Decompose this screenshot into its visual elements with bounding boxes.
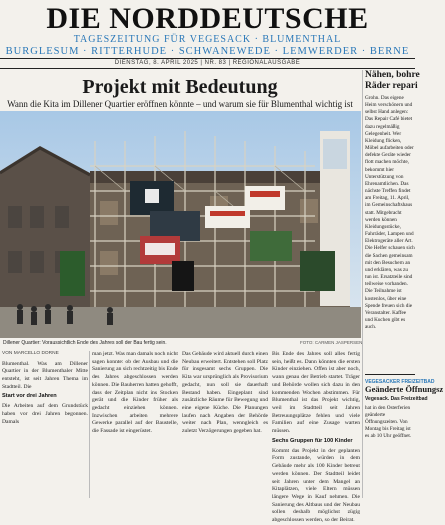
article-paragraph: Das Gebäude wird aktuell durch einen Neubau erweitert. Entstehen soll Platz für insgesamt sechs Gruppen. Die Kita war ursprünglich als Provisorium gedacht, nun soll sie dauerhaft Bestand haben. Eingeplant sind zusätzliche Räume für Bewegung und eine eigene Küche. Die Planungen laufen nach Angaben der Behörde weiter nach Plan, wenngleich es zuletzt Verzögerungen gegeben hat. (182, 351, 268, 435)
masthead-rule-top (0, 58, 415, 59)
column-divider (89, 351, 90, 498)
article-paragraph: Bis Ende des Jahres soll alles fertig sein, heißt es. Dann könnten die ersten Kinder einziehen. Offen ist aber noch, wann genau der Betrieb startet. Träger und Behörde wollen sich dazu in den kommenden Wochen abstimmen. Für Blumenthal ist das Projekt wichtig, weil im Stadtteil seit Jahren Betreuungsplätze fehlen und viele Familien auf eine Zusage warten müssen. (272, 351, 360, 435)
photo-caption: Dillener Quartier: Voraussichtlich Ende des Jahres soll der Bau fertig sein. (3, 340, 167, 346)
masthead-title: DIE NORDDEUTSCHE (46, 2, 369, 35)
sidebar-divider (362, 70, 363, 498)
article-column-4 (272, 351, 360, 525)
article-subhead: Wann die Kita im Dillener Quartier eröffnen könnte – und warum sie für Blumenthal wichtig ist (7, 99, 353, 109)
article-column-2 (92, 351, 178, 436)
sidebar-headline: Nähen, bohre Räder repari (365, 70, 420, 91)
sidebar-brief (365, 374, 444, 498)
article-column-3 (182, 351, 268, 436)
masthead-towns: BURGLESUM · RITTERHUDE · SCHWANEWEDE · LEMWERDER · BERNE (5, 46, 410, 57)
sidebar-body-2: hat in den Osterferien geänderte Öffnungszeiten. Von Montag bis Freitag ist es ab 10 Uhr geöffnet. (365, 404, 412, 440)
construction-photo-illustration (0, 111, 361, 338)
masthead-tagline: TAGESZEITUNG FÜR VEGESACK · BLUMENTHAL (73, 34, 342, 45)
sidebar-brief-rule (365, 374, 415, 375)
article-intertitle: Sechs Gruppen für 100 Kinder (272, 437, 353, 444)
construction-photo (0, 111, 361, 338)
photo-credit: FOTO: CARMEN JASPERSEN (300, 340, 363, 345)
article-paragraph: Kommt das Projekt in der geplanten Form zustande, würden in dem Gebäude mehr als 100 Kinder betreut werden können. Der Stadtteil leidet seit Jahren unter dem Mangel an Kitaplätzen, viele Eltern müssen längere Wege in Kauf nehmen. Die Sanierung des Altbaus und der Neubau sollen deshalb möglichst zügig abgeschlossen werden, so der Beirat. (272, 447, 360, 524)
article-column-1 (2, 351, 88, 426)
article-headline: Projekt mit Bedeutung (82, 76, 278, 98)
masthead (0, 0, 415, 70)
article-paragraph: Blumenthal. Was am Dillener Quartier in der Blumenthaler Mitte entsteht, ist seit Jahren Thema im Stadtteil. Die (2, 360, 88, 390)
article-byline: VON MARCELLO DORNE (2, 351, 59, 356)
issue-line: DIENSTAG, 8. APRIL 2025 | NR. 83 | REGIONALAUSGABE (114, 60, 301, 66)
article-paragraph: man jetzt. Was man damals noch nicht sagen konnte: ob der Ausbau und die Sanierung an sich rechtzeitig bis Ende des Jahres abgeschlossen werden können. Die Bauherren hatten gehofft, dass der Zeitplan nicht ins Stocken gerät und die Kinder früher als gedacht einziehen können. Inzwischen arbeiten mehrere Gewerke parallel auf der Baustelle, die Fassade ist eingerüstet. (92, 351, 178, 435)
masthead-rule-bottom (0, 68, 415, 69)
sidebar-headline-2: Geänderte Öffnungsz (365, 384, 444, 394)
sidebar-body: Grohn. Das eigene Heim verschönern und selbst Hand anlegen: Das Repair Café bietet dazu regelmäßig Gelegenheit. Wer Kleidung flicken, Möbel aufarbeiten oder defekte Geräte wieder flott machen möchte, bekommt hier Unterstützung von Ehrenamtlichen. Das nächste Treffen findet am Freitag, 11. April, im Gemeinschaftshaus statt. Mitgebracht werden können Kleidungsstücke, Fahrräder, Lampen und Elektrogeräte aller Art. Die Helfer schauen sich die Sachen gemeinsam mit den Besuchern an und erklären, was zu tun ist. Ersatzteile sind teilweise vorhanden. Die Teilnahme ist kostenlos, über eine Spende freuen sich die Veranstalter. Kaffee und Kuchen gibt es auch. (365, 94, 415, 331)
article-paragraph: Die Arbeiten auf dem Grundstück haben vor drei Jahren begonnen. Damals (2, 403, 88, 425)
article-intertitle: Start vor drei Jahren (2, 393, 57, 400)
sidebar-subhead-2: Vegesack. Das Freizeitbad (365, 395, 428, 402)
sidebar-kicker: VEGESACKER FREIZEITBAD (365, 379, 435, 385)
